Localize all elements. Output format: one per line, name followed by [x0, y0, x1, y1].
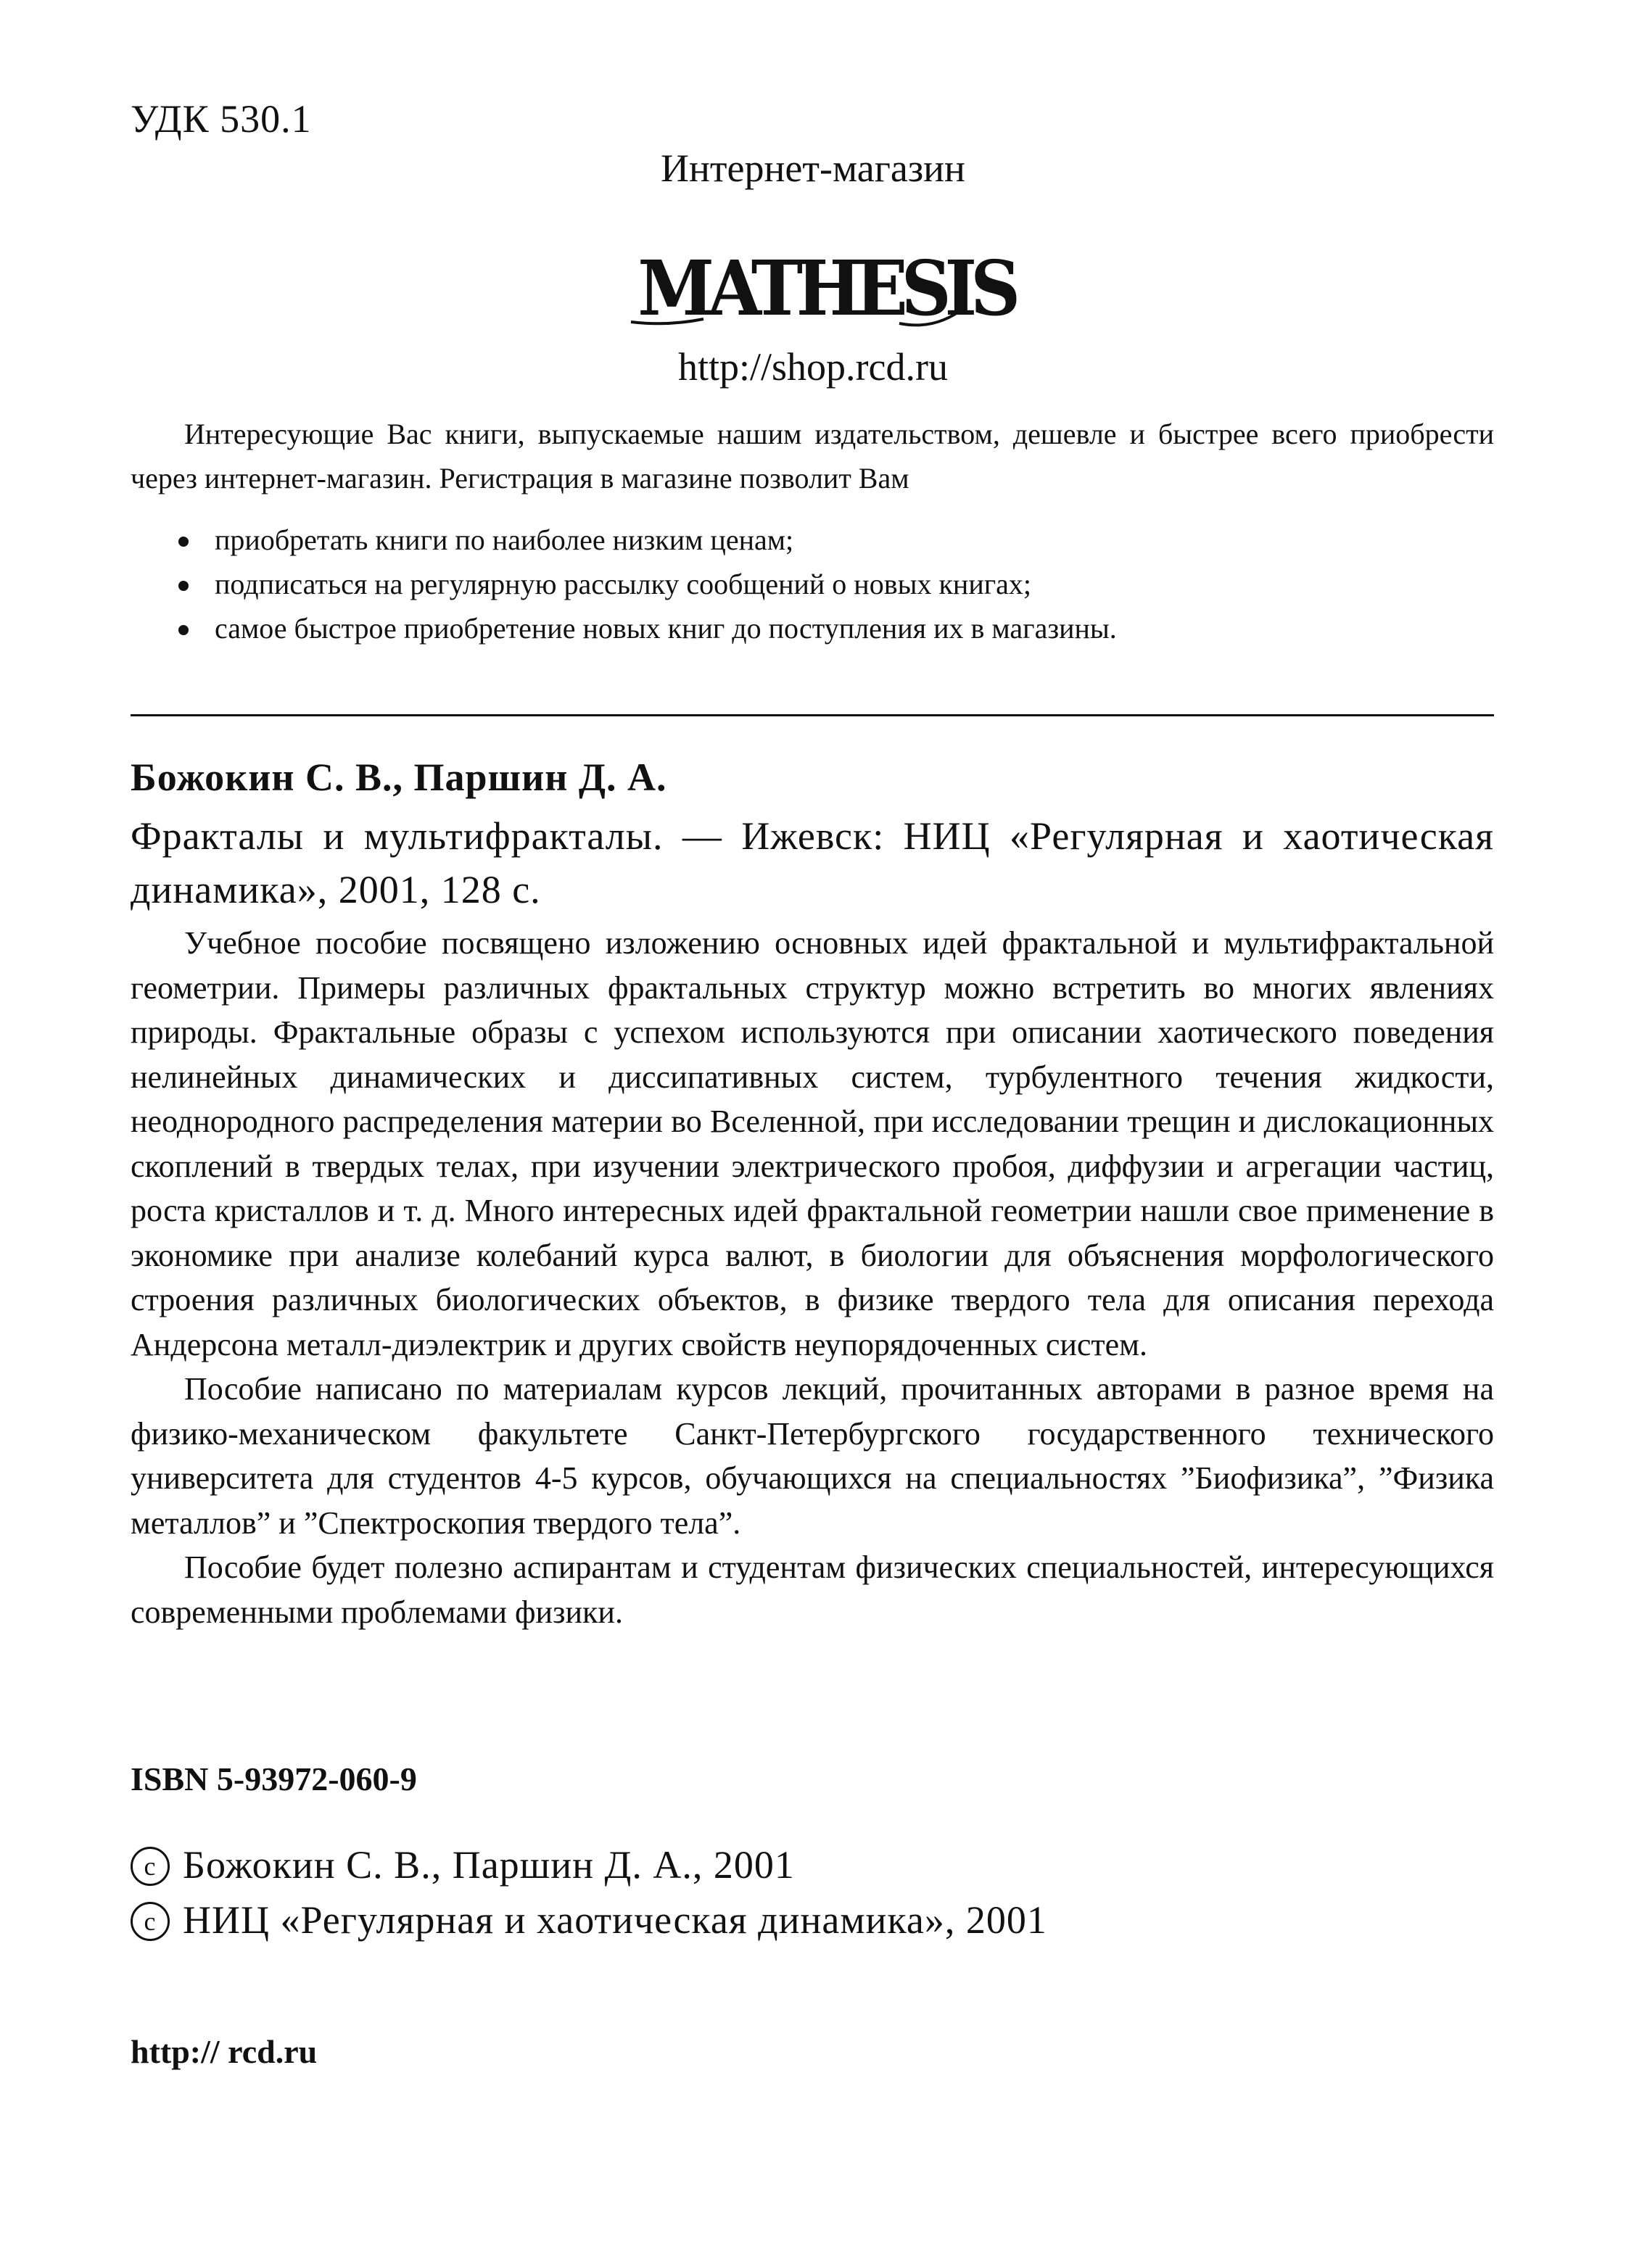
logo-swash-icon [624, 238, 1014, 339]
shop-link[interactable]: http://shop.rcd.ru [678, 345, 948, 389]
book-abstract [131, 921, 1494, 1634]
copyright-publisher [131, 1897, 1047, 1943]
isbn: ISBN 5-93972-060-9 [131, 1760, 417, 1797]
book-citation: Фракталы и мультифракталы. — Ижевск: НИЦ «Регулярная и хаотическая динамика», 2001, 128 с. [131, 814, 1494, 911]
book-authors: Божокин С. В., Паршин Д. А. [131, 756, 667, 799]
section-divider [131, 714, 1494, 716]
udk-code: УДК 530.1 [131, 97, 312, 141]
copyright-text: НИЦ «Регулярная и хаотическая динамика», 2001 [183, 1898, 1047, 1942]
shop-title: Интернет-магазин [661, 146, 965, 190]
promo-intro: Интересующие Вас книги, выпускаемые нашим издательством, дешевле и быстрее всего приобрести через интернет-магазин. Регистрация в магазине позволит Вам [131, 418, 1494, 494]
list-item: самое быстрое приобретение новых книг до поступления их в магазины. [178, 606, 1484, 650]
mathesis-logo-text: MATHESIS [637, 244, 1014, 333]
mathesis-logo [624, 238, 1014, 339]
copyright-icon: c [131, 1847, 170, 1886]
copyright-text: Божокин С. В., Паршин Д. А., 2001 [183, 1843, 795, 1887]
promo-bullet-list [178, 518, 1484, 650]
abstract-paragraph: Пособие будет полезно аспирантам и студентам физических специальностей, интересующихся современными проблемами физики. [131, 1549, 1494, 1630]
list-item: подписаться на регулярную рассылку сообщений о новых книгах; [178, 562, 1484, 606]
promo-text [131, 412, 1494, 500]
list-item: приобретать книги по наиболее низким ценам; [178, 518, 1484, 562]
copyright-authors [131, 1842, 795, 1888]
publisher-link[interactable]: http:// rcd.ru [131, 2033, 318, 2070]
abstract-paragraph: Учебное пособие посвящено изложению основных идей фрактальной и мультифрактальной геометрии. Примеры различных фрактальных структур можно встретить во многих явлениях природы. Фрактальные образы с успехом используются при описании хаотического поведения нелинейных динамических и диссипативных систем, турбулентного течения жидкости, неоднородного распределения материи во Вселенной, при исследовании трещин и дислокационных скоплений в твердых телах, при изучении электрического пробоя, диффузии и агрегации частиц, роста кристаллов и т. д. Много интересных идей фрактальной геометрии нашли свое применение в экономике при анализе колебаний курса валют, в биологии для объяснения морфологического строения различных биологических объектов, в физике твердого тела для описания перехода Андерсона металл-диэлектрик и других свойств неупорядоченных систем. [131, 925, 1494, 1362]
copyright-icon: c [131, 1902, 170, 1941]
abstract-paragraph: Пособие написано по материалам курсов лекций, прочитанных авторами в разное время на физико-механическом факультете Санкт-Петербургского государственного технического университета для студентов 4-5 курсов, обучающихся на специальностях ”Биофизика”, ”Физика металлов” и ”Спектроскопия твердого тела”. [131, 1371, 1494, 1541]
